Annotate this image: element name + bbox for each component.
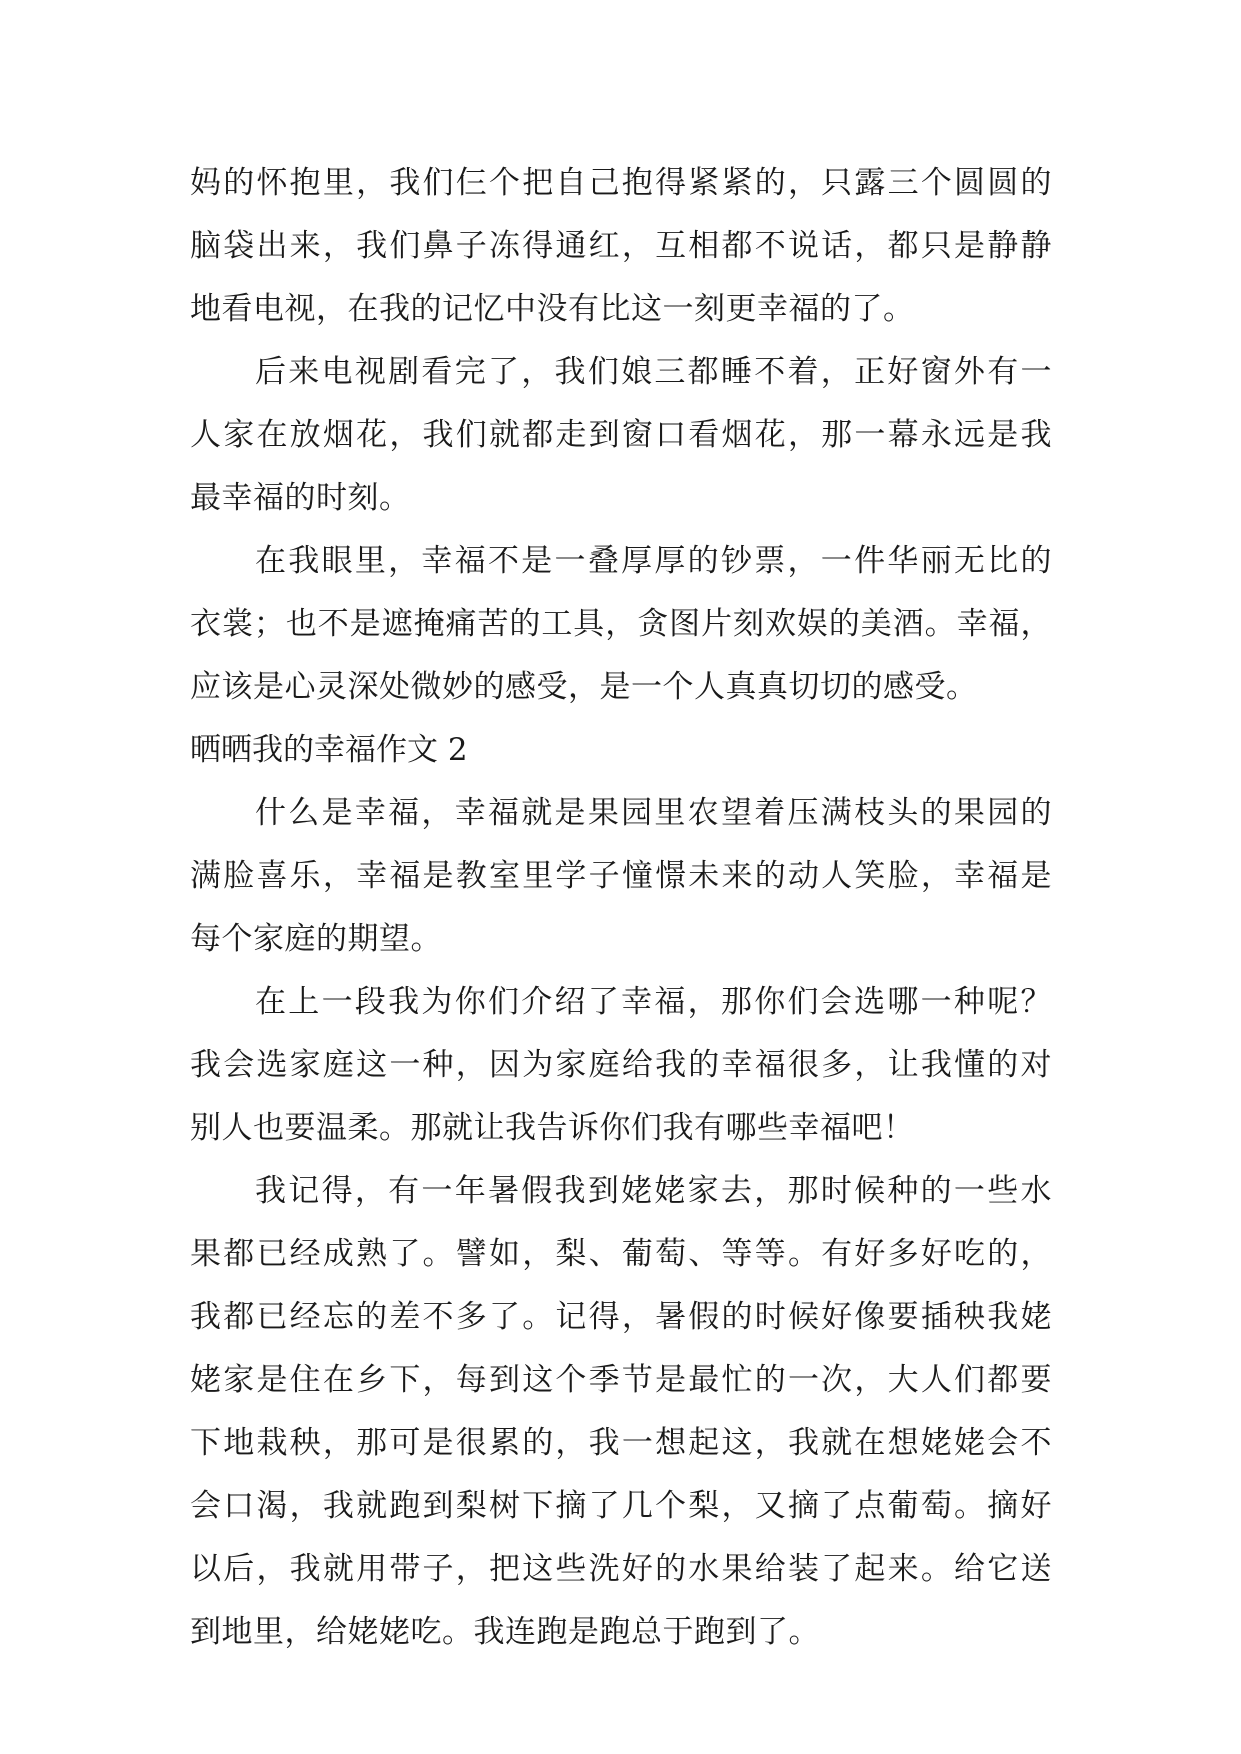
text-line: 应该是心灵深处微妙的感受，是一个人真真切切的感受。 bbox=[190, 669, 978, 705]
text-line: 别人也要温柔。那就让我告诉你们我有哪些幸福吧！ bbox=[190, 1110, 915, 1146]
paragraph-first-line: 什么是幸福，幸福就是果园里农望着压满枝头的果园的 bbox=[255, 795, 1052, 831]
paragraph-first-line: 在上一段我为你们介绍了幸福，那你们会选哪一种呢？ bbox=[255, 984, 1052, 1020]
text-line: 我会选家庭这一种，因为家庭给我的幸福很多，让我懂的对 bbox=[190, 1047, 1052, 1083]
text-line: 满脸喜乐，幸福是教室里学子憧憬未来的动人笑脸，幸福是 bbox=[190, 858, 1052, 894]
text-line: 姥家是住在乡下，每到这个季节是最忙的一次，大人们都要 bbox=[190, 1362, 1052, 1398]
text-line: 地看电视，在我的记忆中没有比这一刻更幸福的了。 bbox=[190, 291, 915, 327]
section-title: 晒晒我的幸福作文 2 bbox=[190, 732, 468, 768]
text-line: 会口渴，我就跑到梨树下摘了几个梨，又摘了点葡萄。摘好 bbox=[190, 1488, 1052, 1524]
text-line: 人家在放烟花，我们就都走到窗口看烟花，那一幕永远是我 bbox=[190, 417, 1052, 453]
document-body bbox=[190, 152, 1052, 1664]
paragraph-first-line: 后来电视剧看完了，我们娘三都睡不着，正好窗外有一 bbox=[255, 354, 1052, 390]
paragraph-first-line: 我记得，有一年暑假我到姥姥家去，那时候种的一些水 bbox=[255, 1173, 1052, 1209]
text-line: 最幸福的时刻。 bbox=[190, 480, 411, 516]
text-line: 衣裳；也不是遮掩痛苦的工具，贪图片刻欢娱的美酒。幸福， bbox=[190, 606, 1052, 642]
text-line: 下地栽秧，那可是很累的，我一想起这，我就在想姥姥会不 bbox=[190, 1425, 1052, 1461]
text-line: 我都已经忘的差不多了。记得，暑假的时候好像要插秧我姥 bbox=[190, 1299, 1052, 1335]
text-line: 每个家庭的期望。 bbox=[190, 921, 442, 957]
text-line: 妈的怀抱里，我们仨个把自己抱得紧紧的，只露三个圆圆的 bbox=[190, 165, 1052, 201]
text-line: 果都已经成熟了。譬如，梨、葡萄、等等。有好多好吃的， bbox=[190, 1236, 1052, 1272]
text-line: 到地里，给姥姥吃。我连跑是跑总于跑到了。 bbox=[190, 1614, 820, 1650]
text-line: 以后，我就用带子，把这些洗好的水果给装了起来。给它送 bbox=[190, 1551, 1052, 1587]
text-line: 脑袋出来，我们鼻子冻得通红，互相都不说话，都只是静静 bbox=[190, 228, 1052, 264]
paragraph-first-line: 在我眼里，幸福不是一叠厚厚的钞票，一件华丽无比的 bbox=[255, 543, 1052, 579]
